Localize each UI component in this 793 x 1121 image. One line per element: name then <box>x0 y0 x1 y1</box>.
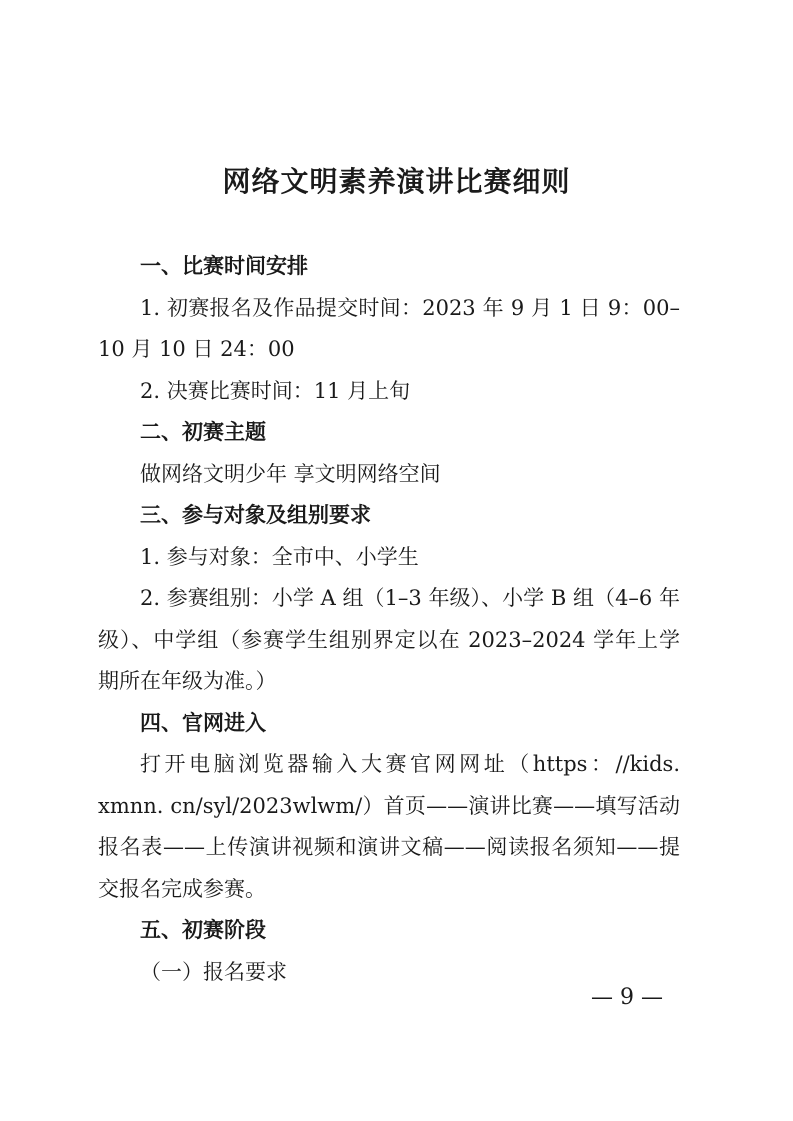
paragraph-participants: 1. 参与对象：全市中、小学生 <box>140 544 419 569</box>
paragraph-groups: 2. 参赛组别：小学 A 组（1–3 年级）、小学 B 组（4–6 年级）、中学组（参赛学生组别界定以在 2023–2024 学年上学期所在年级为准。） <box>98 586 680 693</box>
paragraph-theme: 做网络文明少年 享文明网络空间 <box>140 461 441 486</box>
paragraph-website-steps: 打开电脑浏览器输入大赛官网网址（https：//kids. xmnn. cn/syl/2023wlwm/）首页——演讲比赛——填写活动报名表——上传演讲视频和演讲文稿——阅读报名须知——提交报名完成参赛。 <box>98 752 680 901</box>
section-heading-prelim-stage: 五、初赛阶段 <box>140 918 266 942</box>
paragraph-registration-requirements: （一）报名要求 <box>140 959 287 984</box>
page-number: — 9 — <box>591 985 663 1010</box>
section-heading-website: 四、官网进入 <box>140 710 266 735</box>
section-heading-participants: 三、参与对象及组别要求 <box>140 503 371 527</box>
document-title: 网络文明素养演讲比赛细则 <box>222 165 571 198</box>
section-heading-theme: 二、初赛主题 <box>140 420 266 444</box>
section-heading-schedule: 一、比赛时间安排 <box>140 254 308 278</box>
paragraph-final-time: 2. 决赛比赛时间：11 月上旬 <box>140 378 411 403</box>
document-body <box>98 246 680 993</box>
paragraph-prelim-time: 1. 初赛报名及作品提交时间：2023 年 9 月 1 日 9：00–10 月 10 日 24：00 <box>98 295 680 361</box>
